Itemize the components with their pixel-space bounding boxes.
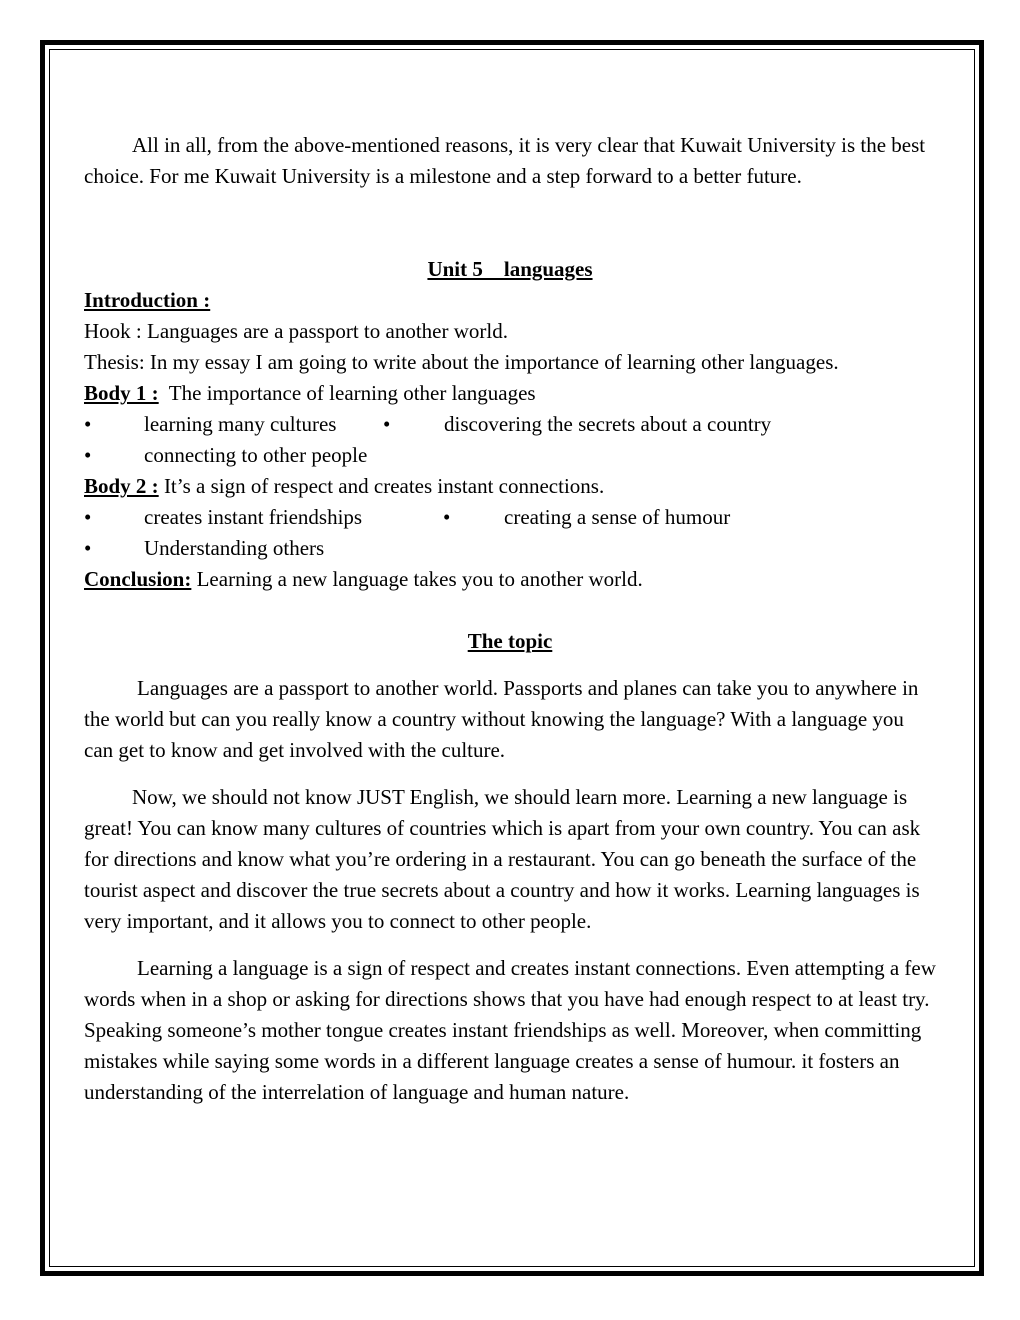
body2-text: It’s a sign of respect and creates instant connections. [158, 474, 605, 498]
list-item: creates instant friendships [144, 505, 363, 529]
spacer [84, 937, 936, 953]
topic-paragraph-2: Now, we should not know JUST English, we should learn more. Learning a new language is great! You can know many cultures of countries which is apart from your own country. You can ask for directions and know what you’re ordering in a restaurant. You can go beneath the surface of the tourist aspect and discover the true secrets about a country and how it works. Learning languages is very important, and it allows you to connect to other people. [84, 785, 921, 933]
introduction-line [84, 285, 936, 316]
list-item: Understanding others [144, 536, 325, 560]
topic-heading: The topic [467, 629, 553, 653]
unit-heading: Unit 5 languages [427, 257, 593, 281]
bullet-marker: • [84, 536, 92, 560]
body1-text: The importance of learning other languages [158, 381, 536, 405]
body1-bullet-row-1 [84, 409, 936, 440]
body1-label: Body 1 : [84, 381, 159, 405]
topic-paragraph-3: Learning a language is a sign of respect and creates instant connections. Even attempting a few words when in a shop or asking for directions shows that you have had enough respect to at least try. Speaking someone’s mother tongue creates instant friendships as well. Moreover, when committing mistakes while saying some words in a different language creates a sense of humour. it fosters an understanding of the interrelation of language and human nature. [84, 956, 936, 1104]
bullet-marker: • [443, 505, 451, 529]
list-item: learning many cultures [144, 412, 337, 436]
conclusion-line [84, 564, 936, 595]
body2-bullet-row-2 [84, 533, 936, 564]
spacer [84, 657, 936, 673]
bullet-marker: • [84, 505, 92, 529]
body1-bullet-row-2 [84, 440, 936, 471]
bullet-marker: • [84, 443, 92, 467]
list-item: creating a sense of humour [504, 505, 731, 529]
list-item: connecting to other people [144, 443, 368, 467]
document-body [84, 130, 936, 1108]
topic-paragraph-1: Languages are a passport to another world. Passports and planes can take you to anywhere in the world but can you really know a country without knowing the language? With a language you can get to know and get involved with the culture. [84, 676, 919, 762]
list-item: discovering the secrets about a country [444, 412, 772, 436]
spacer [84, 595, 936, 626]
spacer [84, 766, 936, 782]
thesis-line: Thesis: In my essay I am going to write about the importance of learning other languages. [84, 350, 839, 374]
bullet-marker: • [383, 412, 391, 436]
spacer [84, 192, 936, 254]
hook-line: Hook : Languages are a passport to another world. [84, 319, 508, 343]
body2-line [84, 471, 936, 502]
body2-bullet-row-1 [84, 502, 936, 533]
body1-line [84, 378, 936, 409]
bullet-marker: • [84, 412, 92, 436]
introduction-label: Introduction : [84, 288, 211, 312]
body2-label: Body 2 : [84, 474, 159, 498]
intro-paragraph: All in all, from the above-mentioned reasons, it is very clear that Kuwait University is the best choice. For me Kuwait University is a milestone and a step forward to a better future. [84, 133, 926, 188]
conclusion-label: Conclusion: [84, 567, 192, 591]
conclusion-text: Learning a new language takes you to another world. [191, 567, 643, 591]
